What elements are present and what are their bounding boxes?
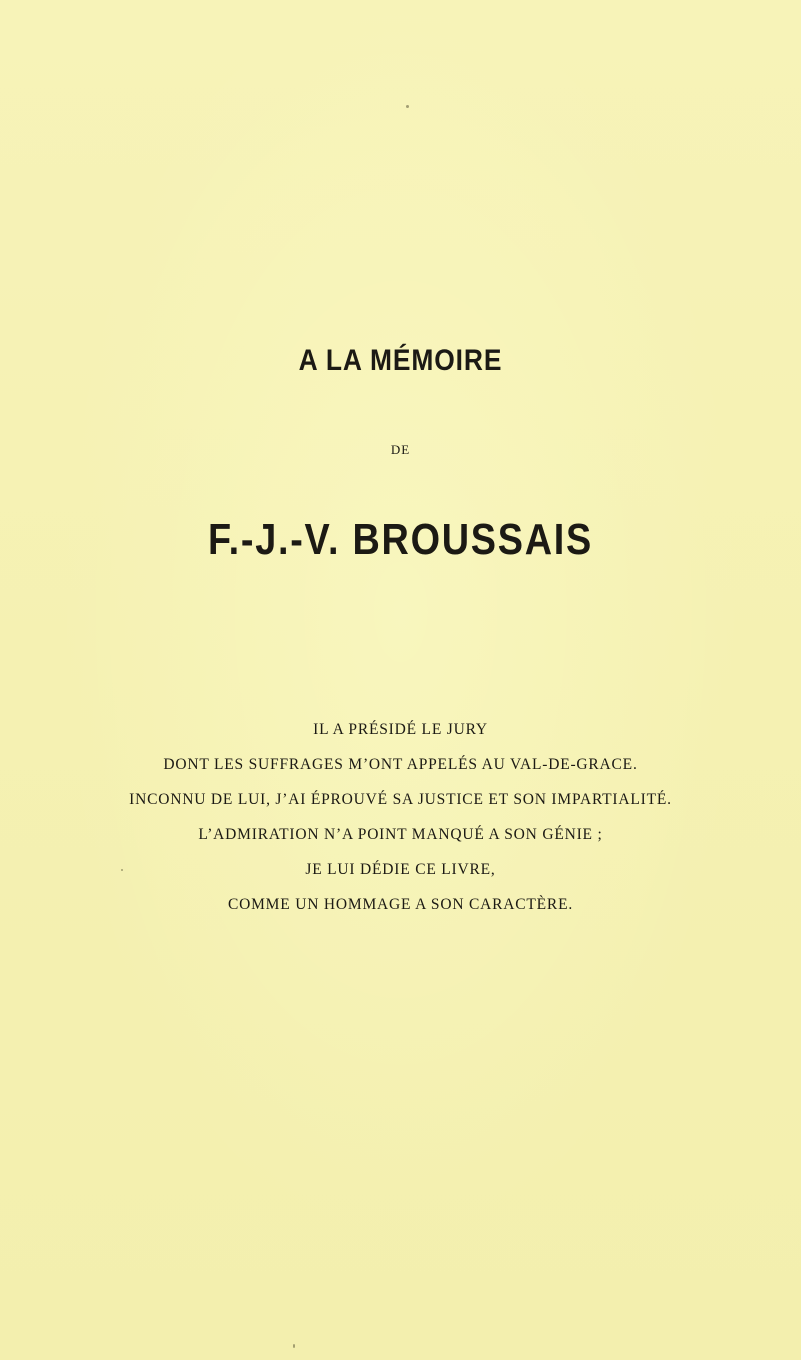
dedicatee-name: F.-J.-V. BROUSSAIS: [208, 515, 593, 564]
dedication-line: DONT LES SUFFRAGES M’ONT APPELÉS AU VAL-DE-GRACE.: [163, 756, 638, 773]
show-through-texture: [20, 250, 780, 280]
paper-speck: [406, 105, 409, 108]
paper-speck: [293, 1344, 295, 1348]
dedication-line: COMME UN HOMMAGE A SON CARACTÈRE.: [227, 896, 574, 913]
dedication-heading: A LA MÉMOIRE: [298, 344, 503, 377]
dedication-line: INCONNU DE LUI, J’AI ÉPROUVÉ SA JUSTICE ET SON IMPARTIALITÉ.: [129, 791, 672, 808]
dedication-connector: DE: [390, 442, 411, 457]
dedication-line: JE LUI DÉDIE CE LIVRE,: [305, 861, 496, 878]
dedication-line: IL A PRÉSIDÉ LE JURY: [313, 721, 488, 738]
dedication-line: L’ADMIRATION N’A POINT MANQUÉ A SON GÉNIE ;: [198, 826, 603, 843]
